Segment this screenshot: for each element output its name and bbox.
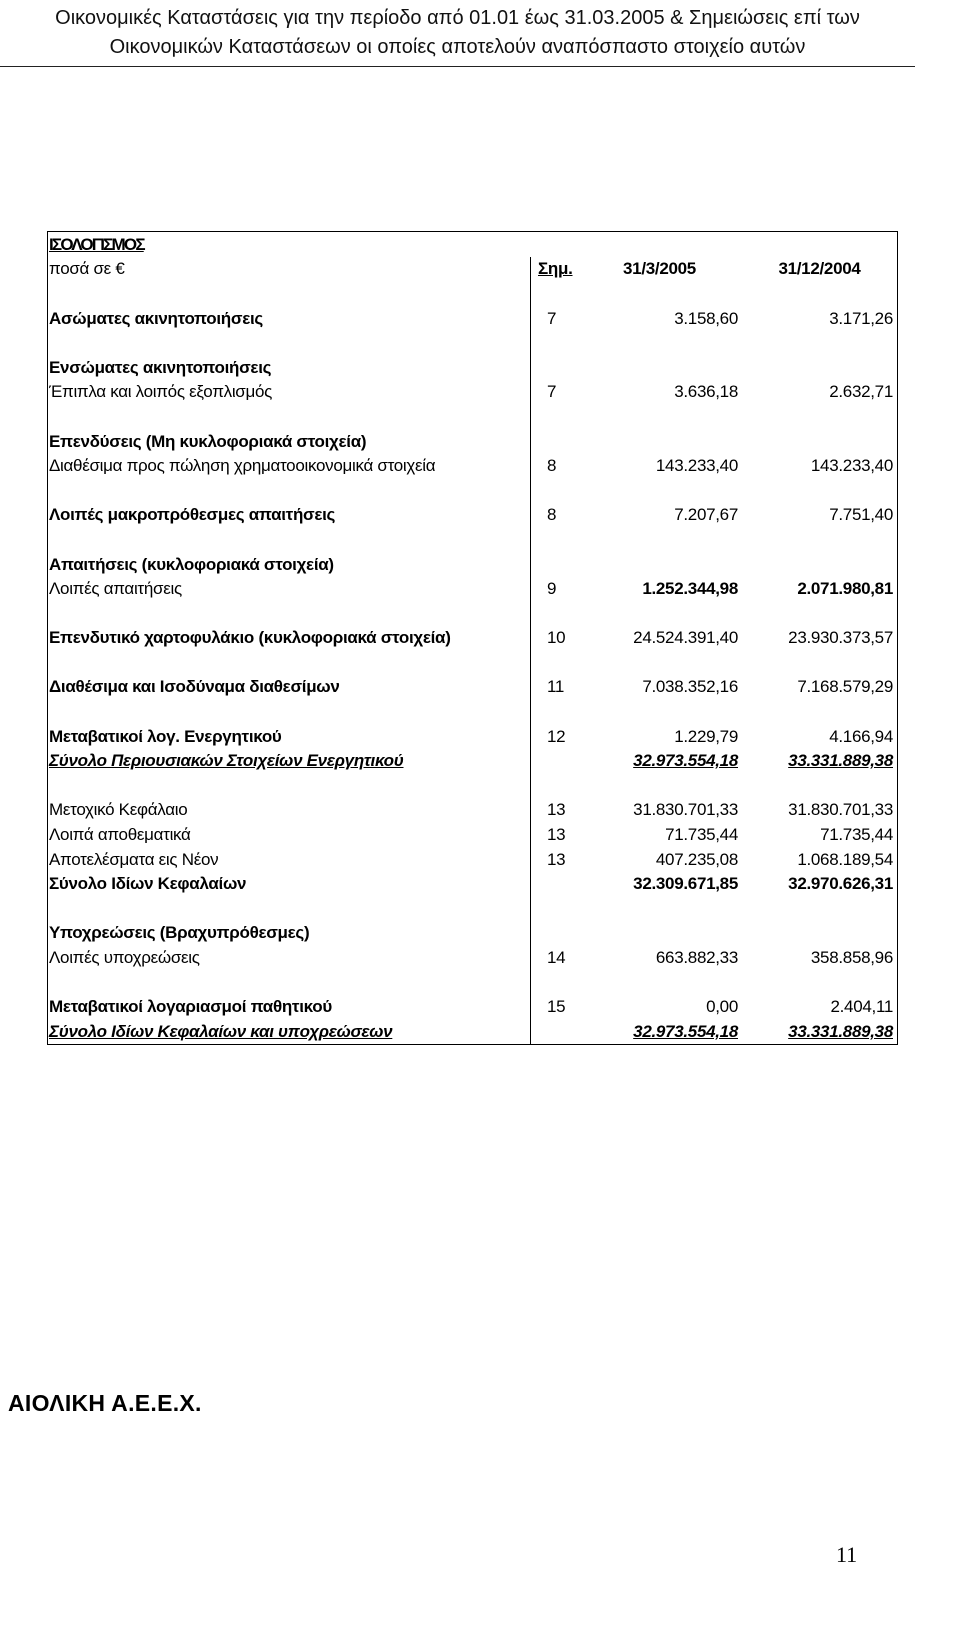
column-header-prior: 31/12/2004 [778,259,861,279]
row-label: Έπιπλα και λοιπός εξοπλισμός [49,382,273,402]
row-label: Ασώματες ακινητοποιήσεις [49,308,263,328]
row-current-value: 3.636,18 [674,382,738,402]
table-row [48,576,897,601]
row-note: 7 [547,382,557,402]
row-label: Λοιπές μακροπρόθεσμες απαιτήσεις [49,505,336,525]
row-current-value: 143.233,40 [655,456,738,476]
table-row [48,552,897,577]
row-note: 13 [547,825,566,845]
row-label: Λοιπά αποθεματικά [49,825,191,845]
row-label: Μεταβατικοί λογ. Ενεργητικού [49,726,282,746]
total-equity-liabilities-label: Σύνολο Ιδίων Κεφαλαίων και υποχρεώσεων [49,1021,393,1041]
total-equity-prior: 32.970.626,31 [788,874,893,894]
row-label: Λοιπές απαιτήσεις [49,579,182,599]
row-label: Επενδυτικό χαρτοφυλάκιο (κυκλοφοριακά στοιχεία) [49,628,451,648]
row-current-value: 1.229,79 [674,726,738,746]
table-row [48,724,897,749]
row-current-value: 407.235,08 [655,849,738,869]
row-prior-value: 71.735,44 [820,825,893,845]
spacer-row [48,478,897,503]
table-row [48,306,897,331]
section-label: Επενδύσεις (Μη κυκλοφοριακά στοιχεία) [49,431,367,451]
row-note: 14 [547,948,566,968]
total-equity-liabilities-prior: 33.331.889,38 [788,1021,893,1041]
section-label: Ενσώματες ακινητοποιήσεις [49,357,272,377]
row-current-value: 71.735,44 [665,825,738,845]
row-label: Λοιπές υποχρεώσεις [49,948,200,968]
table-row [48,503,897,528]
spacer-row [48,699,897,724]
row-prior-value: 3.171,26 [829,308,893,328]
row-note: 8 [547,456,557,476]
spacer-row [48,970,897,995]
total-assets-prior: 33.331.889,38 [788,751,893,771]
company-name: ΑΙΟΛΙΚΗ Α.Ε.Ε.Χ. [8,1390,202,1416]
page-header-line-2: Οικονομικών Καταστάσεων οι οποίες αποτελούν αναπόσπαστο στοιχείο αυτών [109,36,806,58]
page-header-line-1: Οικονομικές Καταστάσεις για την περίοδο από 01.01 έως 31.03.2005 & Σημειώσεις επί των [55,7,860,29]
table-row [48,626,897,651]
row-note: 9 [547,579,557,599]
total-assets-current: 32.973.554,18 [633,751,738,771]
column-header-row [48,257,897,282]
total-equity-label: Σύνολο Ιδίων Κεφαλαίων [49,874,247,894]
table-row [48,847,897,872]
spacer-row [48,527,897,552]
table-row [48,798,897,823]
balance-sheet-table [47,231,898,1045]
currency-label: ποσά σε € [49,259,125,279]
spacer-row [48,330,897,355]
total-row [48,748,897,773]
row-note: 15 [547,997,566,1017]
page-number: 11 [836,1542,858,1567]
column-header-note: Σημ. [538,259,573,279]
row-prior-value: 2.404,11 [830,997,893,1017]
row-current-value: 31.830.701,33 [633,800,738,820]
row-prior-value: 23.930.373,57 [788,628,893,648]
row-note: 7 [547,308,557,328]
row-prior-value: 2.071.980,81 [797,579,893,599]
column-header-current: 31/3/2005 [623,259,696,279]
table-row [48,429,897,454]
row-note: 13 [547,800,566,820]
total-equity-current: 32.309.671,85 [633,874,738,894]
balance-sheet-title: ΙΣΟΛΟΓΙΣΜΟΣ [49,234,144,254]
spacer-row [48,281,897,306]
spacer-row [48,650,897,675]
page-header [0,4,915,62]
row-prior-value: 143.233,40 [810,456,893,476]
row-prior-value: 7.168.579,29 [797,677,893,697]
table-row [48,945,897,970]
spacer-row [48,896,897,921]
column-divider [530,257,531,1044]
table-row [48,822,897,847]
spacer-row [48,773,897,798]
row-label: Διαθέσιμα προς πώληση χρηματοοικονομικά στοιχεία [49,456,436,476]
row-note: 13 [547,849,566,869]
row-note: 12 [547,726,566,746]
row-note: 8 [547,505,557,525]
row-label: Αποτελέσματα εις Νέον [49,849,219,869]
section-label: Υποχρεώσεις (Βραχυπρόθεσμες) [49,923,310,943]
spacer-row [48,601,897,626]
row-label: Μεταβατικοί λογαριασμοί παθητικού [49,997,332,1017]
table-row [48,380,897,405]
total-equity-liabilities-current: 32.973.554,18 [633,1021,738,1041]
table-row [48,921,897,946]
row-current-value: 7.038.352,16 [642,677,738,697]
row-note: 11 [547,677,565,697]
table-row [48,453,897,478]
spacer-row [48,404,897,429]
row-prior-value: 7.751,40 [829,505,893,525]
section-label: Απαιτήσεις (κυκλοφοριακά στοιχεία) [49,554,334,574]
row-note: 10 [547,628,566,648]
table-row [48,675,897,700]
header-rule [0,66,915,67]
row-current-value: 663.882,33 [655,948,738,968]
table-row [48,994,897,1019]
row-current-value: 1.252.344,98 [642,579,738,599]
row-prior-value: 1.068.189,54 [797,849,893,869]
row-label: Διαθέσιμα και Ισοδύναμα διαθεσίμων [49,677,340,697]
row-prior-value: 4.166,94 [829,726,893,746]
total-assets-label: Σύνολο Περιουσιακών Στοιχείων Ενεργητικού [49,751,404,771]
total-row [48,1019,897,1044]
row-prior-value: 31.830.701,33 [788,800,893,820]
row-label: Μετοχικό Κεφάλαιο [49,800,188,820]
row-current-value: 7.207,67 [674,505,738,525]
row-current-value: 0,00 [706,997,738,1017]
row-current-value: 3.158,60 [674,308,738,328]
row-prior-value: 2.632,71 [829,382,893,402]
title-row [48,232,897,257]
row-prior-value: 358.858,96 [810,948,893,968]
total-row [48,871,897,896]
table-row [48,355,897,380]
row-current-value: 24.524.391,40 [633,628,738,648]
